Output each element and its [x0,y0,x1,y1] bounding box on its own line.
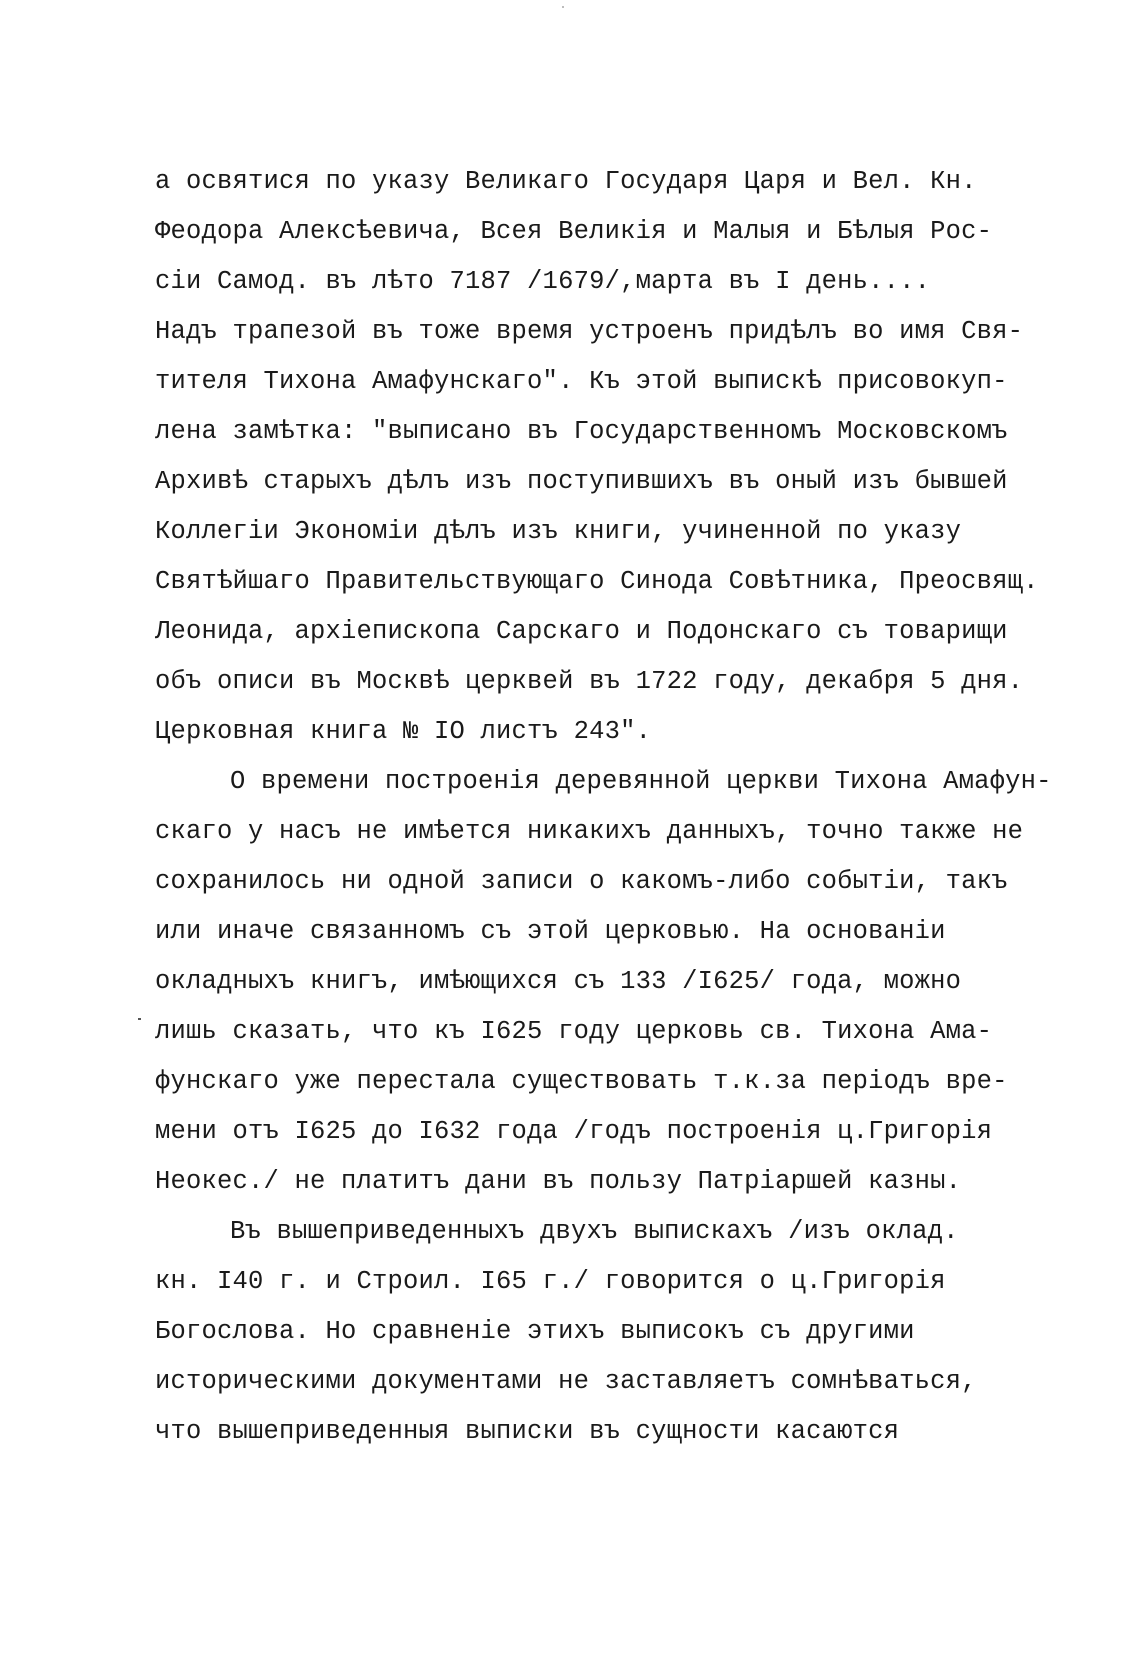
text-line: кн. I40 г. и Строил. I65 г./ говорится о ц.Григорія [155,1267,946,1296]
paragraph-start-line: О времени построенія деревянной церкви Тихона Амафун- [230,767,1052,796]
text-line: скаго у насъ не имѣется никакихъ данныхъ, точно также не [155,817,1024,846]
text-line: Феодора Алексѣевича, Всея Великія и Малыя и Бѣлыя Рос- [155,217,993,246]
text-line: окладныхъ книгъ, имѣющихся съ 133 /I625/ года, можно [155,967,962,996]
text-line: Архивѣ старыхъ дѣлъ изъ поступившихъ въ оный изъ бывшей [155,467,1008,496]
text-line: историческими документами не заставляетъ сомнѣваться, [155,1367,977,1396]
text-line: Коллегіи Экономіи дѣлъ изъ книги, учиненной по указу [155,517,962,546]
paragraph-start-line: Въ вышеприведенныхъ двухъ выпискахъ /изъ оклад. [230,1217,959,1246]
text-line: мени отъ I625 до I632 года /годъ построенія ц.Григорія [155,1117,993,1146]
scan-speck [138,1018,141,1020]
text-line: лена замѣтка: "выписано въ Государственномъ Московскомъ [155,417,1008,446]
text-line: Святѣйшаго Правительствующаго Синода Совѣтника, Преосвящ. [155,567,1039,596]
scan-speck [562,6,564,8]
text-line: Неокес./ не платитъ дани въ пользу Патріаршей казны. [155,1167,962,1196]
text-line: тителя Тихона Амафунскаго". Къ этой выпискѣ присовокуп- [155,367,1008,396]
text-line: Надъ трапезой въ тоже время устроенъ придѣлъ во имя Свя- [155,317,1024,346]
text-line: Богослова. Но сравненіе этихъ выписокъ съ другими [155,1317,915,1346]
typewritten-text [155,157,1095,1457]
text-line: а освятися по указу Великаго Государя Царя и Вел. Кн. [155,167,977,196]
text-line: сохранилось ни одной записи о какомъ-либо событіи, такъ [155,867,1008,896]
text-line: что вышеприведенныя выписки въ сущности касаются [155,1417,900,1446]
text-line: Леонида, архіепископа Сарскаго и Подонскаго съ товарищи [155,617,1008,646]
text-line: сіи Самод. въ лѣто 7187 /1679/,марта въ I день.... [155,267,931,296]
text-line: Церковная книга № IO листъ 243". [155,717,652,746]
text-line: фунскаго уже перестала существовать т.к.за періодъ вре- [155,1067,1008,1096]
text-line: объ описи въ Москвѣ церквей въ 1722 году, декабря 5 дня. [155,667,1024,696]
text-line: или иначе связанномъ съ этой церковью. На основаніи [155,917,946,946]
text-line: лишь сказать, что къ I625 году церковь св. Тихона Ама- [155,1017,993,1046]
